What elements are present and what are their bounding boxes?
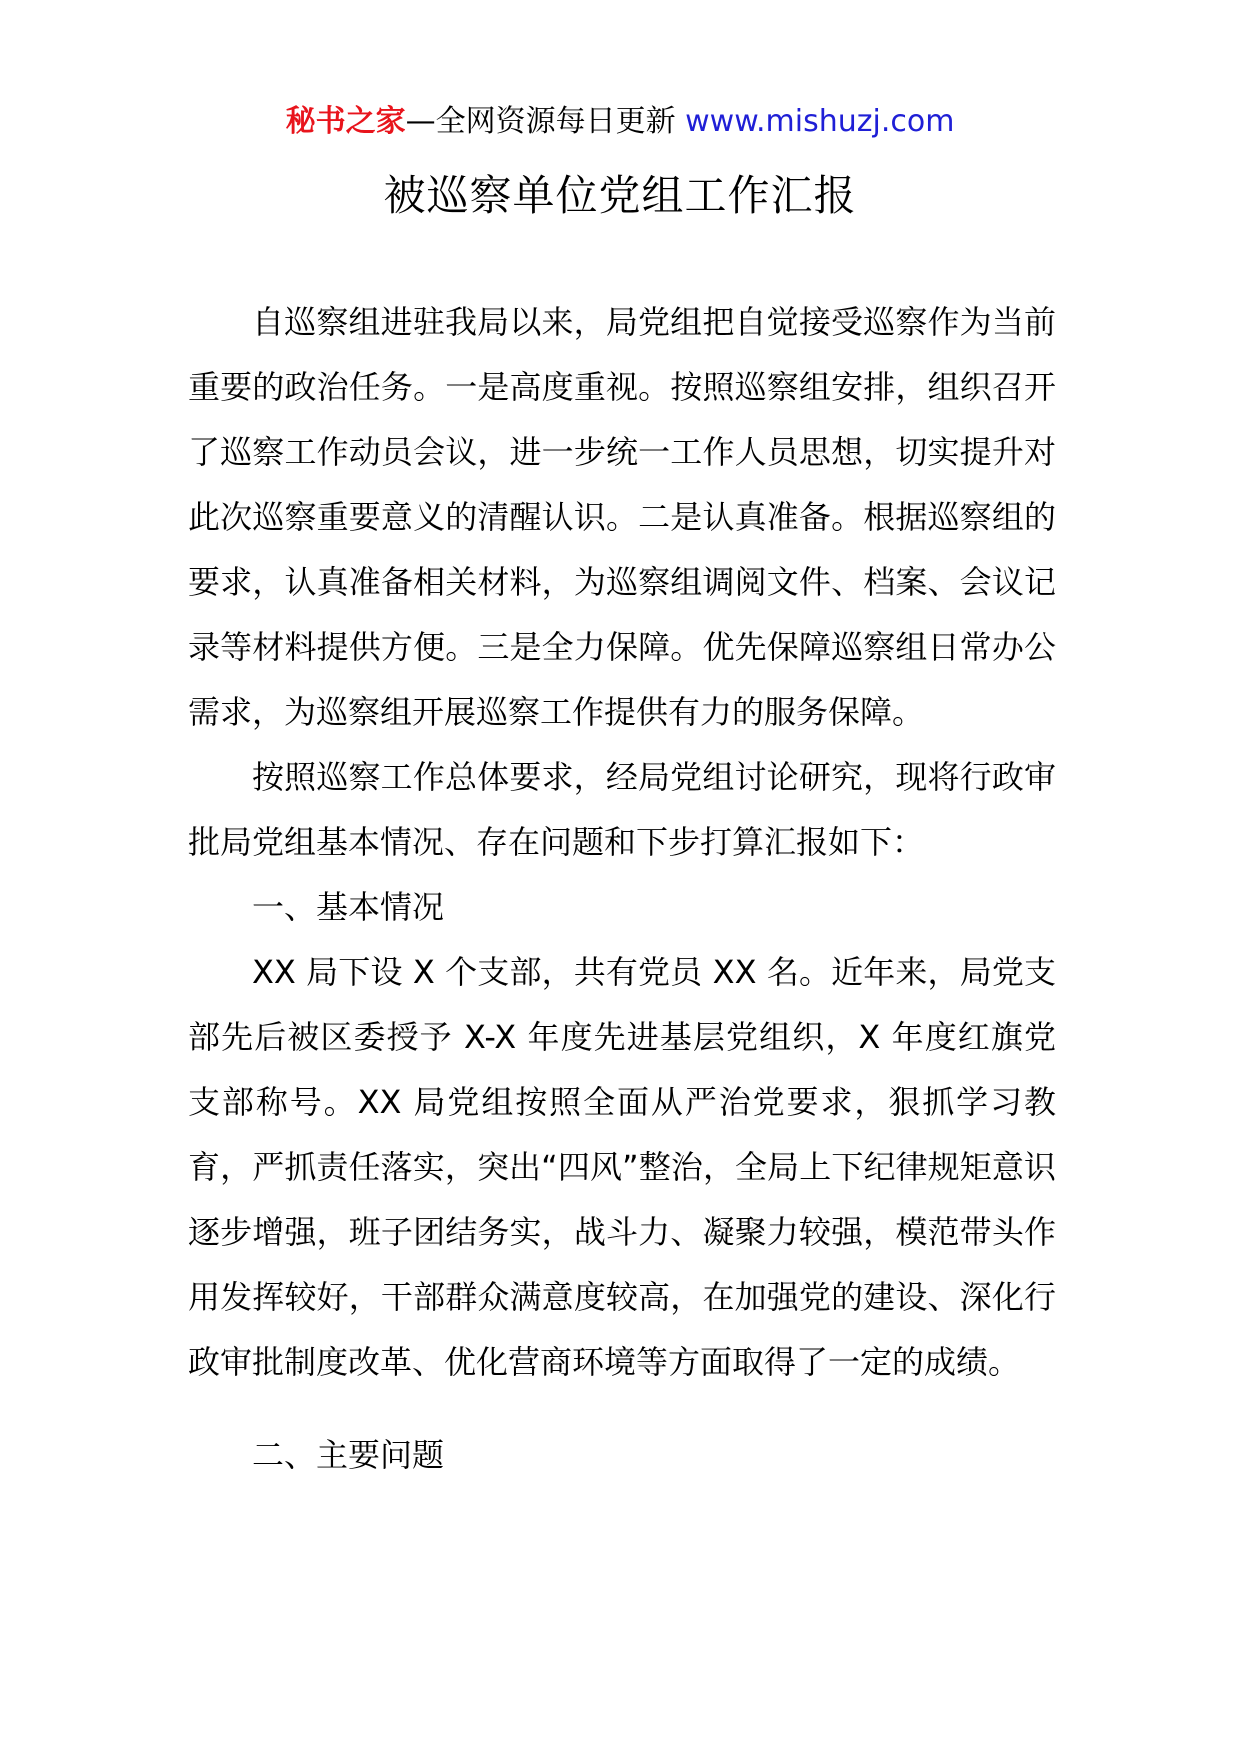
header-slogan: —全网资源每日更新 bbox=[405, 104, 686, 139]
site-header bbox=[0, 100, 1240, 144]
site-url-link[interactable]: www.mishuzj.com bbox=[685, 104, 955, 139]
document-title: 被巡察单位党组工作汇报 bbox=[383, 171, 857, 220]
paragraph-intro: 自巡察组进驻我局以来，局党组把自觉接受巡察作为当前重要的政治任务。一是高度重视。按照巡察组安排，组织召开了巡察工作动员会议，进一步统一工作人员思想，切实提升对此次巡察重要意义的清醒认识。二是认真准备。根据巡察组的要求，认真准备相关材料，为巡察组调阅文件、档案、会议记录等材料提供方便。三是全力保障。优先保障巡察组日常办公需求，为巡察组开展巡察工作提供有力的服务保障。 bbox=[188, 303, 1056, 731]
brand-name: 秘书之家 bbox=[285, 104, 406, 139]
paragraph-basic-situation: XX 局下设 X 个支部，共有党员 XX 名。近年来，局党支部先后被区委授予 X-X 年度先进基层党组织，X 年度红旗党支部称号。XX 局党组按照全面从严治党要求，狠抓学习教育，严抓责任落实，突出“四风”整治，全局上下纪律规矩意识逐步增强，班子团结务实，战斗力、凝聚力较强，模范带头作用发挥较好，干部群众满意度较高，在加强党的建设、深化行政审批制度改革、优化营商环境等方面取得了一定的成绩。 bbox=[188, 953, 1056, 1381]
paragraph-report-outline: 按照巡察工作总体要求，经局党组讨论研究，现将行政审批局党组基本情况、存在问题和下步打算汇报如下： bbox=[188, 758, 1056, 861]
document-body bbox=[188, 290, 1056, 1488]
section-heading-main-problems: 二、主要问题 bbox=[252, 1436, 445, 1474]
section-heading-basic-situation: 一、基本情况 bbox=[252, 888, 445, 926]
